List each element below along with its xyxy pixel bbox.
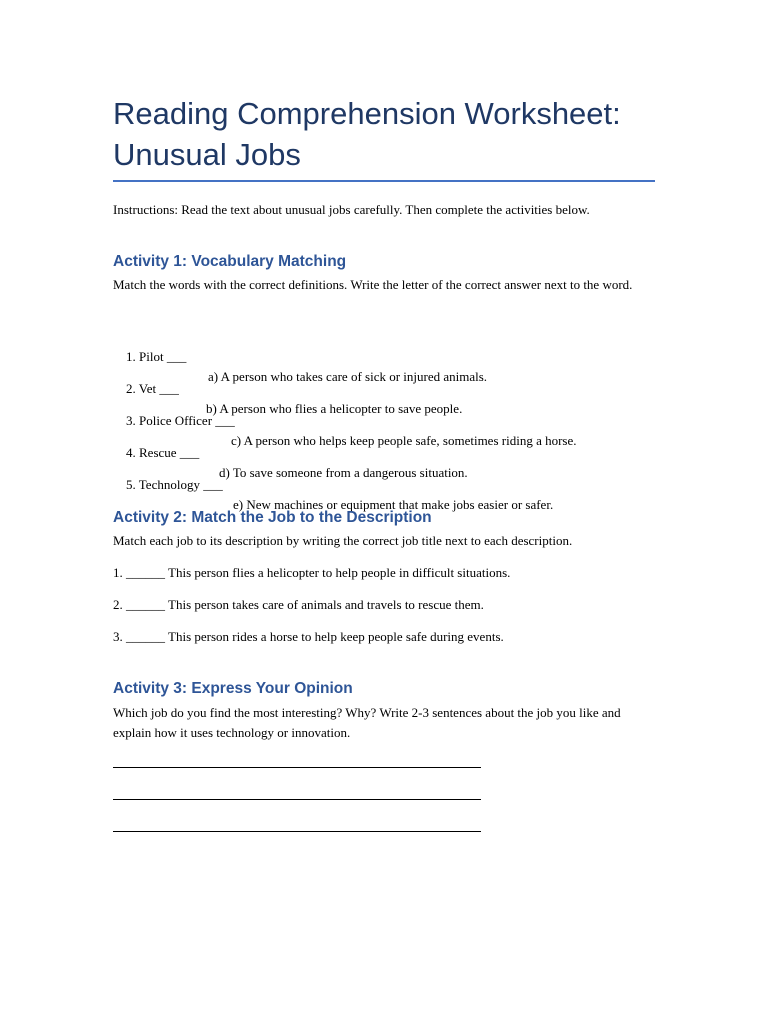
vocab-word: 1. Pilot ___ bbox=[126, 349, 187, 364]
activity-1-heading: Activity 1: Vocabulary Matching bbox=[113, 253, 347, 270]
answer-line[interactable] bbox=[113, 799, 481, 800]
vocab-definition: b) A person who flies a helicopter to save people. bbox=[206, 401, 463, 416]
activity-1-description: Match the words with the correct definitions. Write the letter of the correct answer next to the word. bbox=[113, 277, 633, 292]
vocab-definition: e) New machines or equipment that make jobs easier or safer. bbox=[233, 497, 554, 512]
instructions-text: Instructions: Read the text about unusual jobs carefully. Then complete the activities below. bbox=[113, 202, 590, 217]
job-description-item-3: 3. ______ This person rides a horse to help keep people safe during events. bbox=[113, 629, 504, 644]
job-description-item-1: 1. ______ This person flies a helicopter to help people in difficult situations. bbox=[113, 565, 511, 580]
activity-2-heading: Activity 2: Match the Job to the Description bbox=[113, 509, 432, 526]
activity-2-description: Match each job to its description by writing the correct job title next to each description. bbox=[113, 533, 573, 548]
vocab-definition: a) A person who takes care of sick or injured animals. bbox=[208, 369, 488, 384]
title-line-2: Unusual Jobs bbox=[113, 137, 301, 172]
vocab-word: 2. Vet ___ bbox=[126, 381, 179, 396]
activity-3-description: Which job do you find the most interesting? Why? Write 2-3 sentences about the job you like and explain how it uses technology or innovation. bbox=[113, 705, 621, 740]
vocab-definition: c) A person who helps keep people safe, sometimes riding a horse. bbox=[231, 433, 577, 448]
answer-line[interactable] bbox=[113, 767, 481, 768]
answer-line[interactable] bbox=[113, 831, 481, 832]
title-underline bbox=[113, 180, 655, 182]
vocab-word: 4. Rescue ___ bbox=[126, 445, 200, 460]
vocab-word: 5. Technology ___ bbox=[126, 477, 223, 492]
vocab-word: 3. Police Officer ___ bbox=[126, 413, 235, 428]
vocab-definition: d) To save someone from a dangerous situation. bbox=[219, 465, 468, 480]
job-description-item-2: 2. ______ This person takes care of animals and travels to rescue them. bbox=[113, 597, 484, 612]
activity-3-heading: Activity 3: Express Your Opinion bbox=[113, 680, 353, 697]
title-line-1: Reading Comprehension Worksheet: bbox=[113, 96, 621, 131]
page-title bbox=[113, 93, 653, 175]
